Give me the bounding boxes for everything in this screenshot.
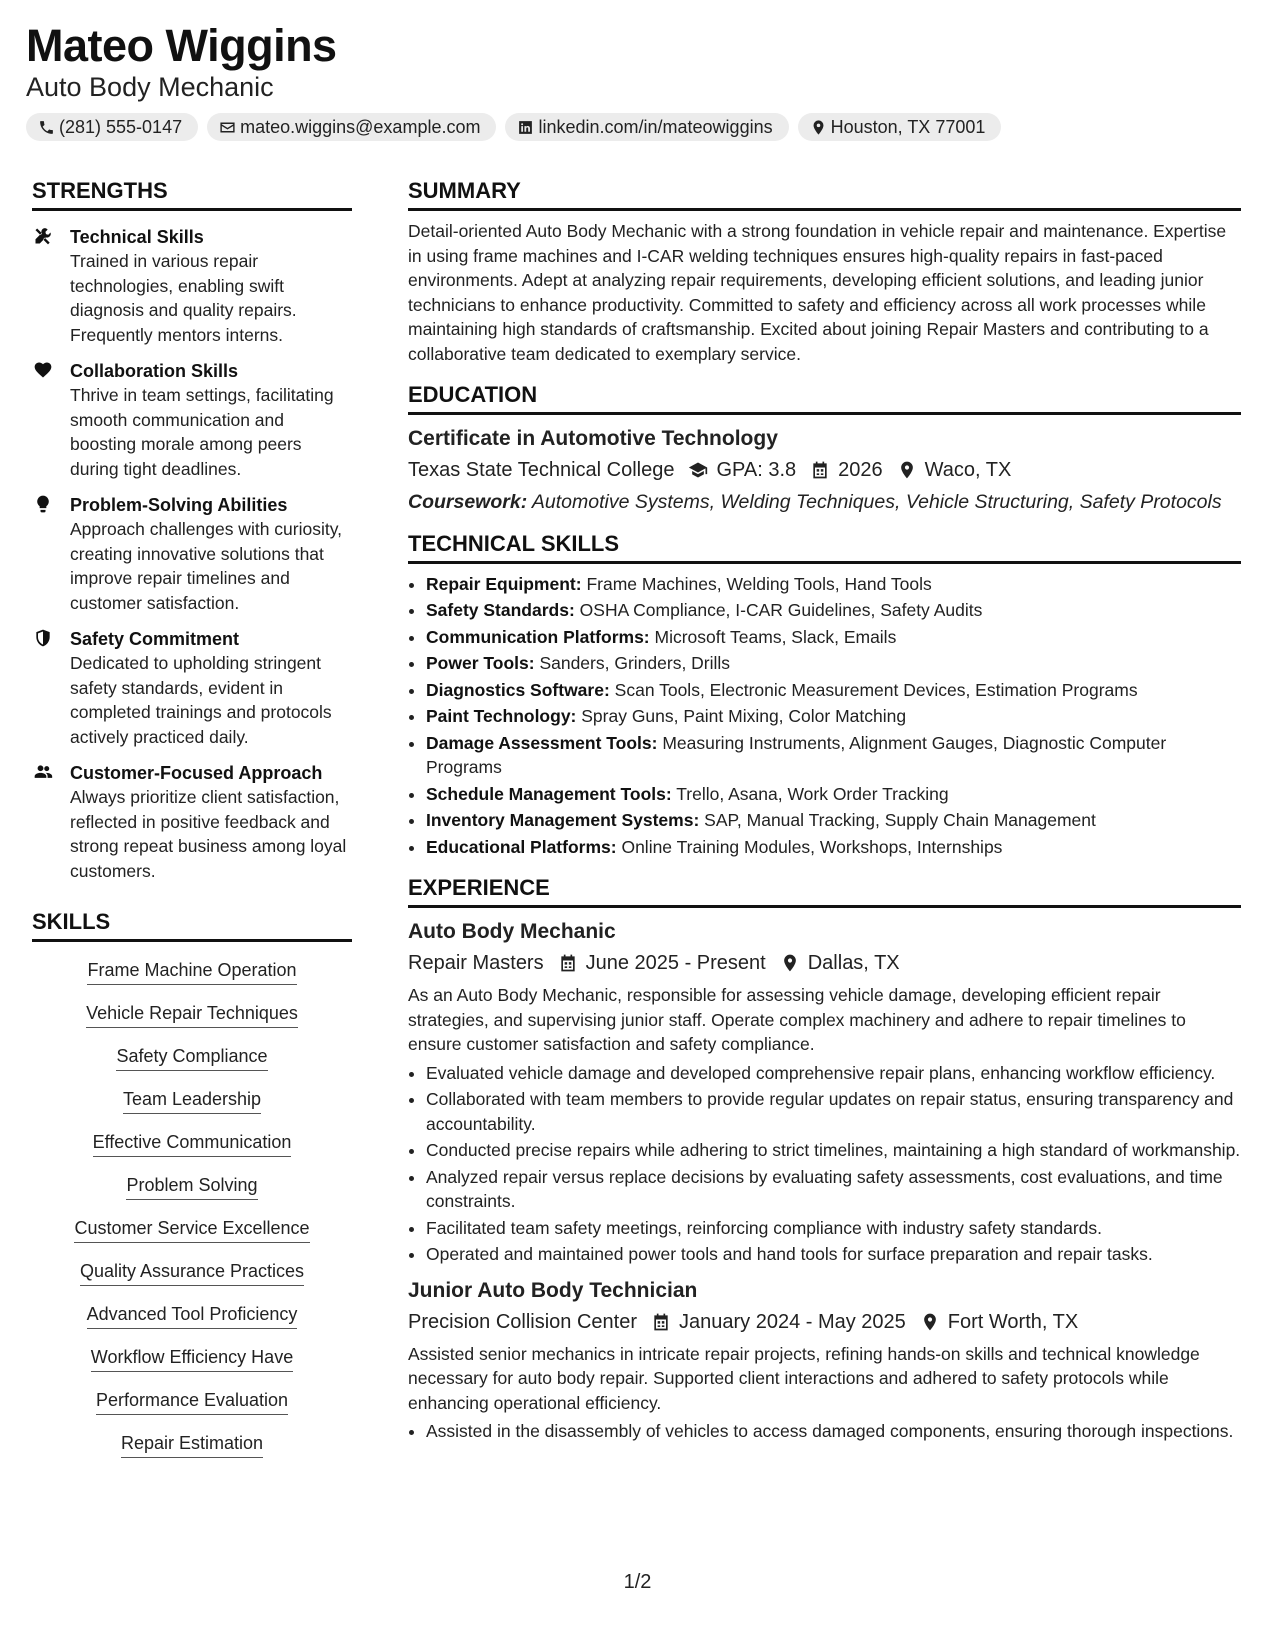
calendar-icon (558, 953, 578, 973)
gpa: GPA: 3.8 (716, 459, 797, 481)
calendar-icon (810, 460, 830, 480)
tech-skill-value: Measuring Instruments, Alignment Gauges, Diagnostic Computer Programs (426, 732, 1167, 777)
contact-phone-text: (281) 555-0147 (59, 116, 183, 137)
tech-skill-label: Repair Equipment: (426, 573, 582, 594)
skill-tag: Frame Machine Operation (87, 958, 296, 985)
strength-item (32, 761, 352, 883)
job-description: Assisted senior mechanics in intricate repair projects, refining hands-on skills and technical knowledge necessary for auto body repair. Supported client interactions and adhered to safety protocols while enhancing operational efficiency. (408, 1343, 1200, 1413)
skill-tag: Vehicle Repair Techniques (86, 1001, 298, 1028)
job-title: Junior Auto Body Technician (408, 1278, 698, 1302)
list-item (426, 704, 1241, 729)
lightbulb-icon (33, 494, 53, 514)
contact-location-text: Houston, TX 77001 (830, 116, 986, 137)
coursework-list: Automotive Systems, Welding Techniques, Vehicle Structuring, Safety Protocols (527, 491, 1222, 513)
list-item (426, 678, 1241, 703)
tech-skill-value: OSHA Compliance, I-CAR Guidelines, Safety Audits (574, 600, 983, 620)
strength-item (32, 627, 352, 749)
strength-description: Thrive in team settings, facilitating smooth communication and boosting morale among peers during tight deadlines. (70, 385, 334, 479)
skill-tag: Customer Service Excellence (74, 1216, 309, 1243)
graduation-cap-icon (688, 460, 708, 480)
map-pin-icon (897, 460, 917, 480)
calendar-icon (651, 1312, 671, 1332)
contact-email-text: mateo.wiggins@example.com (240, 116, 481, 137)
skills-heading: SKILLS (32, 909, 352, 942)
skill-tag: Repair Estimation (121, 1431, 263, 1458)
list-item: • Conducted precise repairs while adhering to strict timelines, maintaining a high standard of workmanship. (426, 1138, 1241, 1163)
page-number: 1/2 (623, 1571, 652, 1593)
technical-skills-list (408, 572, 1241, 860)
list-item (426, 598, 1241, 623)
skill-tag: Performance Evaluation (96, 1388, 288, 1415)
shield-icon (33, 628, 53, 648)
school-location: Waco, TX (924, 459, 1012, 481)
job-entry (408, 918, 1241, 1267)
job-location: Dallas, TX (807, 952, 900, 974)
strength-description: Always prioritize client satisfaction, reflected in positive feedback and strong repeat business among loyal customers. (70, 787, 347, 881)
job-description: As an Auto Body Mechanic, responsible for assessing vehicle damage, developing efficient repair strategies, and supervising junior staff. Operate complex machinery and adhere to repair timelines to ensure customer satisfaction and safety compliance. (408, 985, 1186, 1054)
list-item (426, 808, 1241, 833)
skill-list (32, 958, 352, 1474)
job-entry (408, 1277, 1241, 1444)
phone-icon (38, 119, 55, 136)
company-name: Repair Masters (408, 952, 544, 974)
tech-skill-label: Communication Platforms: (426, 626, 650, 647)
strength-title: Problem-Solving Abilities (70, 495, 288, 515)
envelope-icon (219, 119, 236, 136)
list-item: • Evaluated vehicle damage and developed comprehensive repair plans, enhancing workflow efficiency. (426, 1061, 1241, 1086)
tools-icon (33, 226, 53, 246)
skill-tag: Problem Solving (126, 1173, 257, 1200)
strengths-heading: STRENGTHS (32, 178, 352, 211)
strength-description: Trained in various repair technologies, enabling swift diagnosis and quality repairs. Frequently mentors interns. (70, 251, 297, 345)
job-title: Auto Body Mechanic (408, 920, 616, 943)
job-meta (408, 949, 1241, 977)
strength-title: Safety Commitment (70, 629, 240, 649)
contact-linkedin[interactable] (505, 113, 788, 141)
strength-item (32, 225, 352, 347)
coursework-label: Coursework: (408, 491, 528, 513)
list-item: • Facilitated team safety meetings, reinforcing compliance with industry safety standards. (426, 1216, 1241, 1241)
tech-skill-value: SAP, Manual Tracking, Supply Chain Management (699, 810, 1096, 830)
heart-icon (33, 360, 53, 380)
strength-item (32, 493, 352, 615)
coursework (408, 490, 1241, 515)
job-dates: January 2024 - May 2025 (678, 1310, 906, 1333)
candidate-role: Auto Body Mechanic (26, 72, 274, 102)
technical-skills-section (408, 531, 1241, 860)
education-heading: EDUCATION (408, 382, 1241, 415)
strength-description: Approach challenges with curiosity, creating innovative solutions that improve repair timelines and customer satisfaction. (70, 519, 343, 613)
graduation-year: 2026 (838, 459, 883, 481)
map-pin-icon (920, 1312, 940, 1332)
list-item (426, 651, 1241, 676)
contact-phone[interactable] (26, 113, 198, 141)
strength-item (32, 359, 352, 481)
list-item: • Operated and maintained power tools and hand tools for surface preparation and repair tasks. (426, 1242, 1241, 1267)
skill-tag: Workflow Efficiency Have (91, 1345, 293, 1372)
list-item (426, 572, 1241, 597)
map-pin-icon (810, 119, 827, 136)
job-location: Fort Worth, TX (947, 1310, 1079, 1333)
education-section (408, 382, 1241, 515)
company-name: Precision Collision Center (408, 1310, 637, 1333)
list-item (426, 782, 1241, 807)
map-pin-icon (780, 953, 800, 973)
job-dates: June 2025 - Present (585, 952, 766, 974)
tech-skill-label: Schedule Management Tools: (426, 783, 672, 804)
candidate-name: Mateo Wiggins (26, 20, 337, 71)
education-meta (408, 456, 1241, 484)
linkedin-icon (517, 119, 534, 136)
tech-skill-value: Microsoft Teams, Slack, Emails (649, 626, 897, 647)
job-meta (408, 1308, 1241, 1336)
summary-text: Detail-oriented Auto Body Mechanic with a strong foundation in vehicle repair and maintenance. Expertise in using frame machines and I-CAR welding techniques ensures high-quality repairs in fast-paced environments. Adept at analyzing repair requirements, developing efficient solutions, and leading junior technicians to enhance productivity. Committed to safety and efficiency across all work processes while maintaining high standards of craftsmanship. Excited about joining Repair Masters and contributing to a collaborative team dedicated to exemplary service. (408, 221, 1227, 364)
left-column (32, 178, 352, 1474)
contact-email[interactable] (207, 113, 496, 141)
contact-location (798, 113, 1002, 141)
school-name: Texas State Technical College (408, 459, 675, 481)
strength-title: Technical Skills (70, 227, 204, 247)
contact-bar (26, 113, 1001, 141)
list-item: • Collaborated with team members to provide regular updates on repair status, ensuring transparency and accountability. (426, 1087, 1241, 1136)
strength-description: Dedicated to upholding stringent safety standards, evident in completed trainings and protocols actively practiced daily. (70, 653, 332, 747)
skill-tag: Quality Assurance Practices (80, 1259, 304, 1286)
tech-skill-label: Power Tools: (426, 653, 535, 673)
list-item (426, 731, 1241, 780)
users-icon (33, 762, 53, 782)
tech-skill-label: Damage Assessment Tools: (426, 732, 658, 753)
tech-skill-value: Spray Guns, Paint Mixing, Color Matching (576, 706, 907, 726)
skill-tag: Team Leadership (123, 1087, 261, 1114)
technical-skills-heading: TECHNICAL SKILLS (408, 531, 1241, 564)
contact-linkedin-text: linkedin.com/in/mateowiggins (538, 116, 773, 137)
list-item (426, 625, 1241, 650)
tech-skill-label: Safety Standards: (426, 600, 575, 620)
skill-tag: Safety Compliance (116, 1044, 267, 1071)
degree-title: Certificate in Automotive Technology (408, 427, 778, 450)
job-bullets (408, 1061, 1241, 1267)
list-item: • Assisted in the disassembly of vehicles to access damaged components, ensuring thorough inspections. (426, 1419, 1241, 1444)
strength-title: Collaboration Skills (70, 361, 239, 381)
strength-title: Customer-Focused Approach (70, 763, 323, 783)
tech-skill-value: Scan Tools, Electronic Measurement Devices, Estimation Programs (609, 679, 1138, 700)
list-item (426, 835, 1241, 860)
tech-skill-value: Frame Machines, Welding Tools, Hand Tools (581, 573, 932, 594)
summary-heading: SUMMARY (408, 178, 1241, 211)
tech-skill-label: Inventory Management Systems: (426, 810, 700, 830)
tech-skill-value: Trello, Asana, Work Order Tracking (671, 783, 949, 804)
experience-heading: EXPERIENCE (408, 875, 1241, 908)
tech-skill-label: Diagnostics Software: (426, 679, 610, 700)
right-column (408, 178, 1241, 1446)
tech-skill-label: Educational Platforms: (426, 836, 617, 857)
tech-skill-value: Sanders, Grinders, Drills (534, 653, 731, 673)
skill-tag: Advanced Tool Proficiency (87, 1302, 298, 1329)
experience-section (408, 875, 1241, 1444)
tech-skill-value: Online Training Modules, Workshops, Internships (616, 836, 1003, 857)
list-item: • Analyzed repair versus replace decisions by evaluating safety assessments, cost evaluations, and time constraints. (426, 1165, 1241, 1214)
tech-skill-label: Paint Technology: (426, 706, 577, 726)
job-bullets (408, 1419, 1241, 1444)
skill-tag: Effective Communication (93, 1130, 292, 1157)
